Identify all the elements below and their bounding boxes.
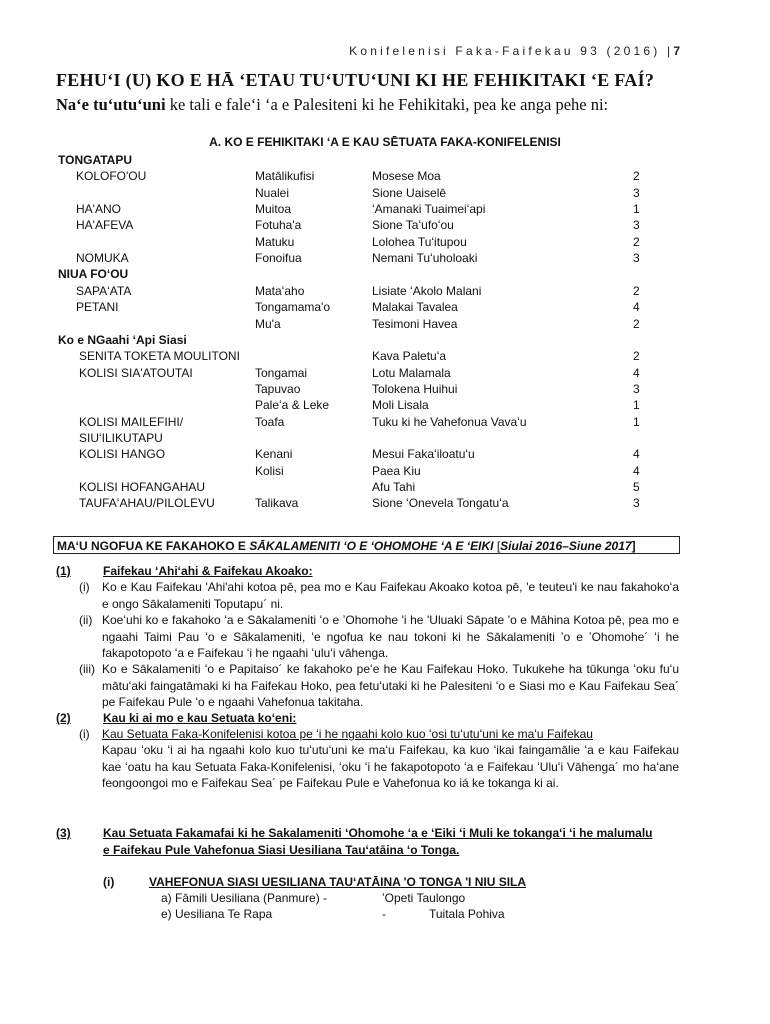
intro-paragraph	[56, 95, 608, 115]
village-name: Kenani	[255, 447, 293, 462]
section-1-item-iii	[79, 661, 679, 711]
steward-name: Lotu Malamala	[372, 365, 451, 380]
steward-name: Tolokena Huihui	[372, 381, 458, 396]
sacrament-permission-box	[53, 536, 680, 554]
steward-name: ʻAmanaki Tuaimeiʻapi	[372, 202, 486, 217]
year-count: 1	[633, 202, 640, 217]
year-count: 2	[633, 349, 640, 364]
entry-label: a) Fāmili Uesiliana (Panmure) -	[161, 891, 328, 905]
table-row	[0, 299, 770, 315]
year-count: 3	[633, 185, 640, 200]
year-count: 2	[633, 169, 640, 184]
item-title: Kau Setuata Faka-Konifelenisi kotoa pe ʻi he ngaahi kolo kuo ʻosi tuʻutuʻuni ke maʻu Faifekau	[102, 727, 593, 741]
subsection-3-i-number: (i)	[103, 875, 115, 889]
institution-name: KOLISI MAILEFIHI/	[79, 414, 184, 429]
box-bracket-open: [	[493, 539, 501, 553]
section-2-number: (2)	[56, 711, 71, 725]
circuit-name: HA'ANO	[76, 202, 121, 217]
year-count: 4	[633, 365, 640, 380]
steward-name: Mosese Moa	[372, 169, 441, 184]
institution-name: KOLISI HOFANGAHAU	[79, 480, 206, 494]
table-row	[0, 430, 770, 446]
table-row	[0, 397, 770, 413]
section-2-item-i	[79, 726, 679, 808]
entry-dash: -	[382, 907, 386, 921]
year-count: 2	[633, 234, 640, 249]
page-number: 7	[673, 44, 680, 58]
item-text: Koeʻuhi ko e fakahoko ʻa e Sākalameniti ʻo e ʼOhomohe 'i he 'Uluaki Sāpate 'o e Māhina Kotoa pē, pea mo e ngaahi Taimi Pau ʻo e Sākalameniti, ʻe ngofua ke nau tokoni ki he Sākalameniti ʼo e ʼOhomohe´ ʻi he fakapotopoto ʻa e Faifekau ʻi he ngaahi ʻuluʻi vāhenga.	[102, 613, 679, 660]
section-1-number: (1)	[56, 564, 71, 578]
section-2-heading	[0, 710, 770, 726]
institution-name: SENITA TOKETA MOULITONI	[79, 349, 240, 364]
circuit-name: HA'AFEVA	[76, 218, 134, 233]
table-row	[0, 185, 770, 201]
question-heading: FEHUʻI (U) KO E HĀ ʻETAU TUʻUTUʻUNI KI HE FEHIKITAKI ʻE FAÍ?	[56, 70, 655, 90]
section-3-heading	[0, 825, 770, 859]
section-a-title: A. KO E FEHIKITAKI ʻA E KAU SĒTUATA FAKA-KONIFELENISI	[209, 135, 561, 149]
steward-name: Moli Lisala	[372, 398, 429, 413]
table-row	[0, 283, 770, 299]
village-name: Tongamama'o	[255, 300, 330, 315]
year-count: 4	[633, 447, 640, 462]
table-row	[0, 250, 770, 266]
section-1-item-ii	[79, 612, 679, 662]
table-row	[0, 365, 770, 381]
steward-name: Malakai Tavalea	[372, 300, 458, 315]
section-1-heading	[0, 563, 770, 579]
section-2-title: Kau ki ai mo e kau Setuata koʻeni:	[103, 711, 297, 725]
year-count: 4	[633, 300, 640, 315]
village-name: Kolisi	[255, 463, 284, 478]
item-numeral: (ii)	[79, 613, 93, 627]
institution-name: KOLISI SIA'ATOUTAI	[79, 365, 193, 380]
section-1-item-i	[79, 579, 679, 612]
table-row	[0, 234, 770, 250]
year-count: 3	[633, 496, 640, 511]
steward-name: Sione Taʻufoʻou	[372, 218, 454, 233]
intro-rest: ke tali e faleʻi ʻa e Palesiteni ki he Fehikitaki, pea ke anga pehe ni:	[165, 95, 609, 114]
table-row	[0, 446, 770, 462]
steward-name: Mesui Fakaʻiloatuʻu	[372, 447, 475, 462]
steward-name: Sione ʻOnevela Tongatuʻa	[372, 496, 509, 511]
year-count: 3	[633, 381, 640, 396]
section-3-title-line-1: Kau Setuata Fakamafai ki he Sakalameniti ʻOhomohe ʻa e ʻEiki ʻi Muli ke tokangaʻi ʻi he malumalu	[103, 826, 653, 840]
entry-name: Tuitala Pohiva	[429, 907, 505, 921]
item-text: Ko e Sākalameniti ʻo e Papitaiso´ ke fakahoko peʻe he Kau Faifekau Hoko. Tukukehe ha tūkunga ʻoku fuʻu mātuʻaki faingatāmaki ki ha Faifekau Hoko, pea fetuʻutaki ki he Palesiteni ʻo e Siasi mo e Kau Faifekau Sea´ pe Faifekau Pule ʻo e ngaahi Vahefonua takitaha.	[102, 662, 679, 709]
box-bracket-close: ]	[631, 539, 636, 553]
village-name: Matuku	[255, 234, 295, 249]
table-row	[0, 463, 770, 479]
village-name: Fotuha'a	[255, 218, 302, 233]
table-row	[0, 479, 770, 495]
village-name: Mu'a	[255, 316, 281, 331]
circuit-name: PETANI	[76, 300, 119, 315]
region-heading: NIUA FOʻOU	[58, 267, 129, 282]
steward-name: Tesimoni Havea	[372, 316, 458, 331]
table-row	[0, 266, 770, 282]
table-row	[0, 332, 770, 348]
year-count: 5	[633, 480, 640, 494]
running-header	[349, 44, 680, 58]
box-date-range: Siulai 2016–Siune 2017	[500, 539, 632, 553]
village-name: Mataʻaho	[255, 283, 305, 298]
running-title: Konifelenisi Faka-Faifekau 93 (2016)	[349, 44, 661, 58]
year-count: 4	[633, 463, 640, 478]
year-count: 2	[633, 316, 640, 331]
steward-name: Lisiate ʻAkolo Malani	[372, 283, 482, 298]
table-row	[0, 381, 770, 397]
table-row	[0, 217, 770, 233]
year-count: 1	[633, 398, 640, 413]
item-numeral: (i)	[79, 580, 90, 594]
steward-name: Lolohea Tuʻitupou	[372, 234, 467, 249]
steward-name: Tuku ki he Vahefonua Vavaʻu	[372, 414, 527, 429]
subsection-3-i-title: VAHEFONUA SIASI UESILIANA TAUʻATĀINA 'O TONGA 'I NIU SILA	[149, 875, 527, 889]
steward-name: Paea Kiu	[372, 463, 421, 478]
village-name: Nualei	[255, 185, 290, 200]
section-3-number: (3)	[56, 826, 71, 840]
table-row	[0, 316, 770, 332]
institution-name: SIUʻILIKUTAPU	[79, 430, 163, 445]
intro-bold: Naʻe tuʻutuʻuni	[56, 95, 166, 114]
year-count: 1	[633, 414, 640, 429]
section-3-title-line-2: e Faifekau Pule Vahefonua Siasi Uesiliana Tauʻatāina ʻo Tonga.	[103, 843, 460, 857]
village-name: Talikava	[255, 496, 299, 511]
year-count: 2	[633, 283, 640, 298]
item-text: Kapau ʻoku ʻi ai ha ngaahi kolo kuo tuʻutuʻuni ke maʻu Faifekau, ka kuo ʻikai faingamālie ʻa e kau Faifekau kae ʻoatu ha kau Setuata Faka-Konifelenisi, ʻoku ʻi he fakapotopoto ʻa e Faifekau ʻUluʻi Vāhenga´ mo haʻane feongoongoi mo e Faifekau Sea´ pe Faifekau Pule e Vahefonua ko iá ke tokanga ki ai.	[102, 743, 679, 790]
table-row	[0, 168, 770, 184]
entry-name: ʼOpeti Taulongo	[382, 891, 466, 905]
village-name: Tapuvao	[255, 381, 301, 396]
village-name: Fonoifua	[255, 251, 302, 266]
village-name: Muitoa	[255, 202, 292, 217]
section-1-title: Faifekau ʻAhiʻahi & Faifekau Akoako:	[103, 564, 313, 578]
steward-name: Afu Tahi	[372, 480, 416, 494]
region-heading: TONGATAPU	[58, 153, 132, 167]
steward-name: Kava Paletuʻa	[372, 349, 447, 364]
header-separator: |	[666, 44, 674, 58]
village-name: Paleʻa & Leke	[255, 398, 330, 413]
institution-name: KOLISI HANGO	[79, 447, 166, 462]
table-row	[0, 495, 770, 511]
circuit-name: SAPAʻATA	[76, 283, 132, 298]
box-italic: SĀKALAMENITI ʻO E ʻOHOMOHE ʻA E ʻEIKI	[249, 539, 494, 553]
year-count: 3	[633, 218, 640, 233]
institution-name: TAUFAʻAHAU/PILOLEVU	[79, 496, 215, 511]
village-name: Matālikufisi	[255, 169, 315, 184]
item-numeral: (i)	[79, 727, 90, 741]
box-bold: MAʻU NGOFUA KE FAKAHOKO E	[57, 539, 250, 553]
table-row	[0, 152, 770, 168]
table-row	[0, 348, 770, 364]
item-numeral: (iii)	[79, 662, 95, 676]
circuit-name: KOLOFO'OU	[76, 169, 147, 184]
entry-label: e) Uesiliana Te Rapa	[161, 907, 273, 921]
item-text: Ko e Kau Faifekau 'Ahi'ahi kotoa pē, pea mo e Kau Faifekau Akoako kotoa pē, 'e teuteu'i ke nau fakahokoʻa e ongo Sākalameniti Toputapu´ ni.	[102, 580, 679, 611]
steward-name: Sione Uaiselē	[372, 185, 447, 200]
table-row	[0, 201, 770, 217]
region-heading: Ko e NGaahi ʻApi Siasi	[58, 332, 187, 347]
circuit-name: NOMUKA	[76, 251, 129, 266]
village-name: Tongamai	[255, 365, 308, 380]
village-name: Toafa	[255, 414, 285, 429]
year-count: 3	[633, 251, 640, 266]
steward-name: Nemani Tuʻuholoaki	[372, 251, 478, 266]
table-row	[0, 414, 770, 430]
